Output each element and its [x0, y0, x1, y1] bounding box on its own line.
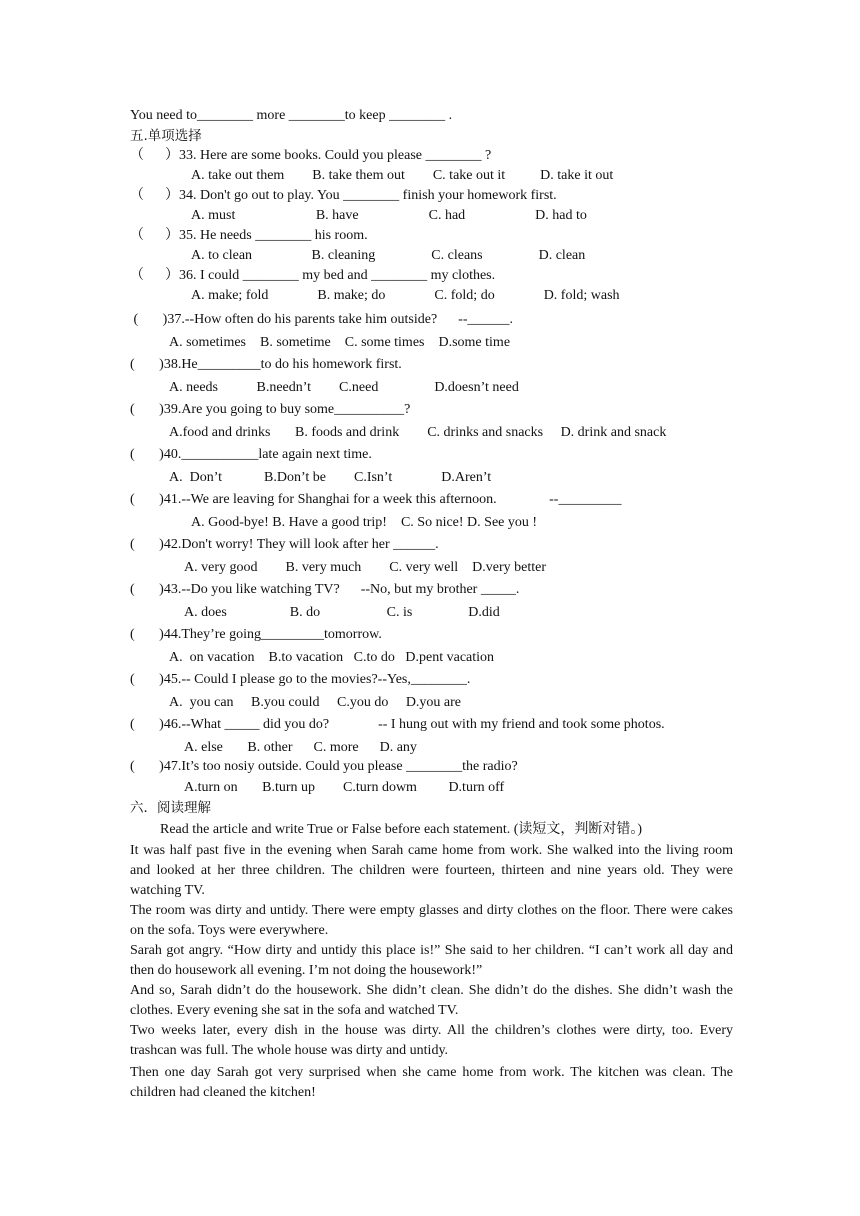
- reading-paragraph: The room was dirty and untidy. There were empty glasses and dirty clothes on the floor. There were cakes on the sofa. Toys were everywhere.: [130, 903, 733, 938]
- question-line: （ ）33. Here are some books. Could you please ________ ?: [130, 148, 492, 163]
- question-line: ( )42.Don't worry! They will look after her ______.: [130, 537, 439, 552]
- reading-paragraph: Two weeks later, every dish in the house was dirty. All the children’s clothes were dirty, too. Every trashcan was full. The whole house was dirty and untidy.: [130, 1023, 733, 1058]
- answer-options: A. needs B.needn’t C.need D.doesn’t need: [169, 380, 519, 395]
- question-line: ( )38.He_________to do his homework first.: [130, 357, 402, 372]
- question-line: ( )41.--We are leaving for Shanghai for a week this afternoon. --_________: [130, 492, 622, 507]
- answer-options: A. must B. have C. had D. had to: [191, 208, 587, 223]
- answer-options: A.turn on B.turn up C.turn dowm D.turn off: [184, 780, 505, 795]
- reading-paragraph: It was half past five in the evening when Sarah came home from work. She walked into the living room and looked at her three children. The children were fourteen, thirteen and nine years old. They were watching TV.: [130, 843, 733, 898]
- question-line: ( )40.___________late again next time.: [130, 447, 372, 462]
- answer-options: A. to clean B. cleaning C. cleans D. clean: [191, 248, 586, 263]
- answer-options: A. else B. other C. more D. any: [184, 740, 417, 755]
- question-line: You need to________ more ________to keep ________ .: [130, 108, 453, 123]
- answer-options: A. take out them B. take them out C. take out it D. take it out: [191, 168, 614, 183]
- answer-options: A.food and drinks B. foods and drink C. drinks and snacks D. drink and snack: [169, 425, 667, 440]
- question-line: （ ）35. He needs ________ his room.: [130, 228, 368, 243]
- question-line: ( )45.-- Could I please go to the movies?--Yes,________.: [130, 672, 471, 687]
- answer-options: A. does B. do C. is D.did: [184, 605, 500, 620]
- reading-paragraph: And so, Sarah didn’t do the housework. She didn’t clean. She didn’t do the dishes. She didn’t wash the clothes. Every evening she sat in the sofa and watched TV.: [130, 983, 733, 1018]
- answer-options: Read the article and write True or False before each statement. (读短文，判断对错。): [160, 822, 643, 837]
- answer-options: A. make; fold B. make; do C. fold; do D. fold; wash: [191, 288, 620, 303]
- reading-paragraph: Sarah got angry. “How dirty and untidy this place is!” She said to her children. “I can’t work all day and then do housework all evening. I’m not doing the housework!”: [130, 943, 733, 978]
- reading-paragraph: Then one day Sarah got very surprised when she came home from work. The kitchen was clean. The children had cleaned the kitchen!: [130, 1065, 733, 1100]
- answer-options: A. you can B.you could C.you do D.you are: [169, 695, 462, 710]
- answer-options: A. very good B. very much C. very well D.very better: [184, 560, 546, 575]
- question-line: ( )44.They’re going_________tomorrow.: [130, 627, 382, 642]
- answer-options: A. on vacation B.to vacation C.to do D.pent vacation: [169, 650, 495, 665]
- answer-options: A. sometimes B. sometime C. some times D.some time: [169, 335, 511, 350]
- question-line: ( )37.--How often do his parents take him outside? --______.: [130, 312, 513, 327]
- question-line: ( )47.It’s too nosiy outside. Could you please ________the radio?: [130, 759, 518, 774]
- question-line: ( )46.--What _____ did you do? -- I hung out with my friend and took some photos.: [130, 717, 665, 732]
- question-line: ( )39.Are you going to buy some__________?: [130, 402, 411, 417]
- answer-options: A. Don’t B.Don’t be C.Isn’t D.Aren’t: [169, 470, 492, 485]
- question-line: ( )43.--Do you like watching TV? --No, but my brother _____.: [130, 582, 520, 597]
- question-line: （ ）36. I could ________ my bed and ________ my clothes.: [130, 268, 496, 283]
- section-heading: 六．阅读理解: [130, 800, 211, 816]
- question-line: （ ）34. Don't go out to play. You ________ finish your homework first.: [130, 188, 557, 203]
- section-heading: 五.单项选择: [130, 128, 202, 144]
- answer-options: A. Good-bye! B. Have a good trip! C. So nice! D. See you !: [191, 515, 538, 530]
